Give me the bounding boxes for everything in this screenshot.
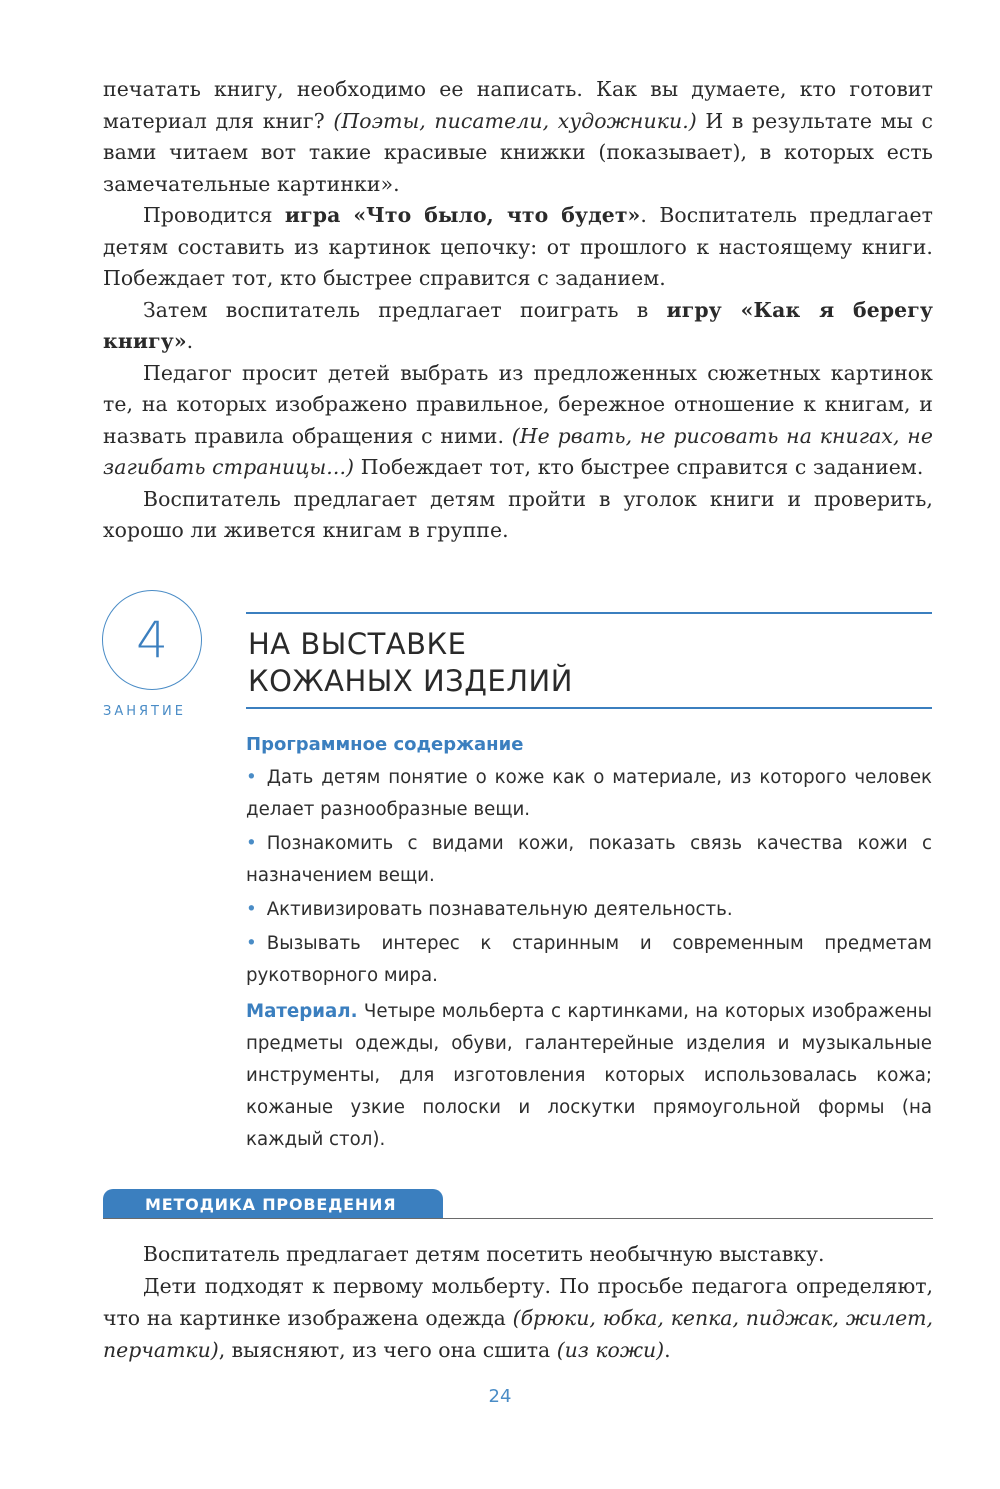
bullet-item: • Познакомить с видами кожи, показать связь качества кожи с назначением вещи. (246, 833, 932, 886)
material-paragraph: Материал. Четыре мольберта с картинками, на которых изображены предметы одежды, обуви, галантерейные изделия и музыкальные инструменты, для изготовления которых использовалась кожа; кожаные узкие полоски и лоскутки прямоугольной формы (на каждый стол). (246, 1001, 932, 1150)
method-divider (103, 1218, 933, 1219)
paragraph: Дети подходят к первому мольберту. По просьбе педагога определяют, что на картинке изображена одежда (брюки, юбка, кепка, пиджак, жилет, перчатки), выясняют, из чего она сшита (из кожи). (103, 1274, 933, 1362)
title-rule-bottom (246, 707, 932, 709)
bullet-item: • Вызывать интерес к старинным и современным предметам рукотворного мира. (246, 933, 932, 986)
method-section-header: МЕТОДИКА ПРОВЕДЕНИЯ (103, 1189, 443, 1219)
bullet-icon: • (246, 767, 257, 788)
paragraph: печатать книгу, необходимо ее написать. Как вы думаете, кто готовит материал для книг? (Поэты, писатели, художники.) И в результате мы с вами читаем вот такие красивые книжки (показывает), в которых есть замечательные картинки». (103, 77, 934, 196)
method-text (103, 1238, 933, 1366)
paragraph: Проводится игра «Что было, что будет». Воспитатель предлагает детям составить из картинок цепочку: от прошлого к настоящему книги. Побеждает тот, кто быстрее справится с заданием. (103, 203, 934, 290)
page-number: 24 (488, 1386, 512, 1407)
bullet-item: • Дать детям понятие о коже как о материале, из которого человек делает разнообразные вещи. (246, 767, 932, 820)
title-rule-top (246, 612, 932, 614)
program-content (246, 730, 932, 1156)
bullet-icon: • (246, 899, 257, 920)
bullet-icon: • (246, 933, 257, 954)
intro-text (103, 74, 933, 547)
lesson-number: 4 (136, 611, 168, 669)
lesson-number-badge (102, 590, 202, 690)
lesson-title: НА ВЫСТАВКЕ КОЖАНЫХ ИЗДЕЛИЙ (248, 627, 573, 698)
paragraph: Затем воспитатель предлагает поиграть в игру «Как я берегу книгу». (103, 297, 933, 353)
bullet-item: • Активизировать познавательную деятельность. (246, 899, 733, 920)
paragraph: Педагог просит детей выбрать из предложенных сюжетных картинок те, на которых изображено правильное, бережное отношение к книгам, и назвать правила обращения с ними. (Не рвать, не рисовать на книгах, не загибать страницы...) Побеждает тот, кто быстрее справится с заданием. (103, 360, 933, 479)
paragraph: Воспитатель предлагает детям посетить необычную выставку. (143, 1242, 825, 1266)
program-heading: Программное содержание (246, 734, 524, 755)
lesson-label: ЗАНЯТИЕ (103, 704, 186, 719)
bullet-icon: • (246, 833, 257, 854)
paragraph: Воспитатель предлагает детям пройти в уголок книги и проверить, хорошо ли живется книгам в группе. (103, 486, 933, 542)
